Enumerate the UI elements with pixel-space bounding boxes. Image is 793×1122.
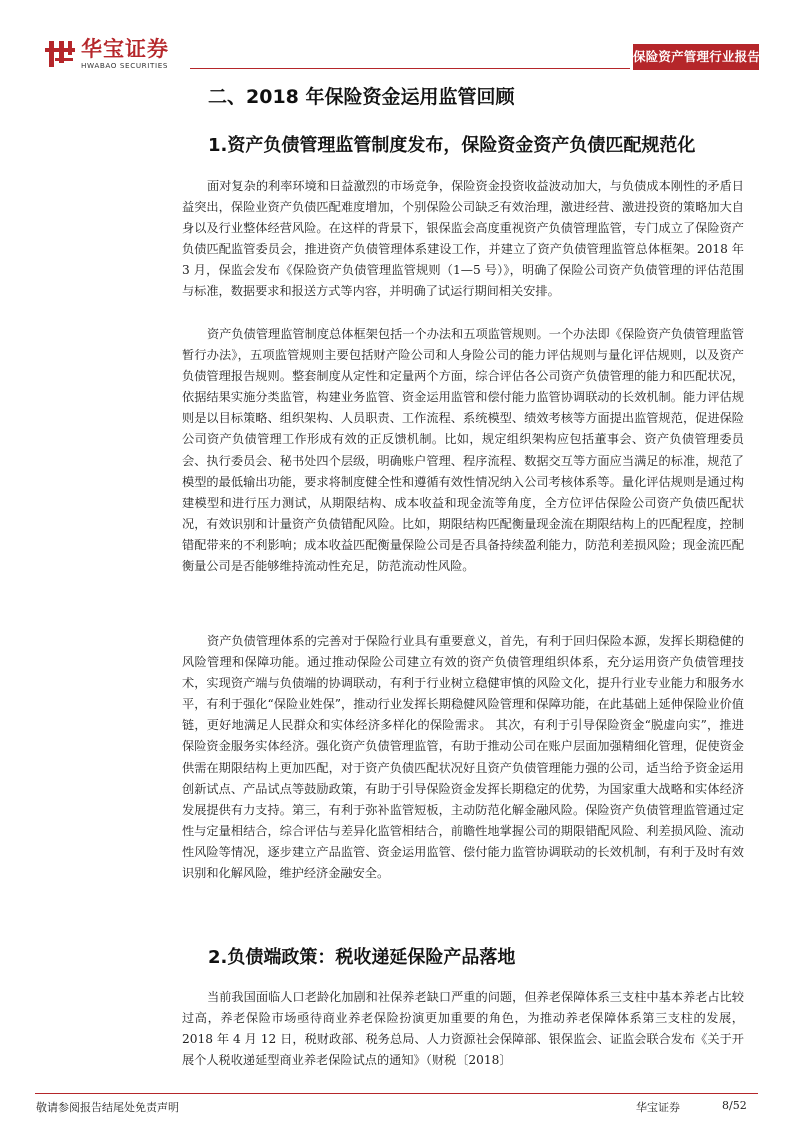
footer-divider <box>35 1093 758 1094</box>
subsection-2-title: 2.负债端政策：税收递延保险产品落地 <box>208 947 516 968</box>
logo-name: 华宝证券 <box>81 37 169 61</box>
paragraph: 当前我国面临人口老龄化加剧和社保养老缺口严重的问题，但养老保障体系三支柱中基本养老占比较过高，养老保险市场亟待商业养老保险扮演更加重要的角色，为推动养老保障体系第三支柱的发展，2018 年 4 月 12 日，税财政部、税务总局、人力资源社会保障部、银保监会、证监会联合发布《关于开展个人税收递延型商业养老保险试点的通知》（财税〔2018〕 <box>182 990 744 1068</box>
disclaimer-note: 敬请参阅报告结尾处免责声明 <box>36 1101 179 1114</box>
paragraph: 资产负债管理体系的完善对于保险行业具有重要意义，首先，有利于回归保险本源，发挥长期稳健的风险管理和保障功能。通过推动保险公司建立有效的资产负债管理组织体系，充分运用资产负债管理技术，实现资产端与负债端的协调联动，有利于行业树立稳健审慎的风险文化，提升行业专业能力和服务水平，有利于强化“保险业姓保”，推动行业发挥长期稳健风险管理和保障功能，在此基础上延伸保险业价值链，更好地满足人民群众和实体经济多样化的保险需求。 其次，有利于引导保险资金“脱虚向实”，推进保险资金服务实体经济。强化资产负债管理监管，有助于推动公司在账户层面加强精细化管理，促使资金供需在期限结构上更加匹配，对于资产负债匹配状况好且资产负债管理能力强的公司，适当给予资金运用创新试点、产品试点等鼓励政策，有助于引导保险资金发挥长期稳定的优势，为国家重大战略和实体经济发展提供有力支持。第三，有利于弥补监管短板，主动防范化解金融风险。保险资产负债管理监管通过定性与定量相结合，综合评估与差异化监管相结合，前瞻性地掌握公司的期限错配风险、利差损风险、流动性风险等情况，逐步建立产品监管、资金运用监管、偿付能力监管协调联动的长效机制，有利于及时有效识别和化解风险，维护经济金融安全。 <box>182 634 744 881</box>
logo-mark-icon <box>45 38 75 68</box>
subsection-1-title: 1.资产负债管理监管制度发布，保险资金资产负债匹配规范化 <box>208 135 696 156</box>
company-logo <box>45 38 215 72</box>
section-title: 二、2018 年保险资金运用监管回顾 <box>208 86 515 108</box>
page-header <box>0 0 793 80</box>
paragraph: 资产负债管理监管制度总体框架包括一个办法和五项监管规则。一个办法即《保险资产负债管理监管暂行办法》，五项监管规则主要包括财产险公司和人身险公司的能力评估规则与量化评估规则，以及资产负债管理报告规则。整套制度从定性和定量两个方面，综合评估各公司资产负债管理的能力和匹配状况，依据结果实施分类监管，构建业务监管、资金运用监管和偿付能力监管协调联动的长效机制。能力评估规则是以目标策略、组织架构、人员职责、工作流程、系统模型、绩效考核等方面提出监管规范，促进保险公司资产负债管理工作形成有效的正反馈机制。比如，规定组织架构应包括董事会、资产负债管理委员会、执行委员会、秘书处四个层级，明确账户管理、程序流程、数据交互等方面应当满足的标准，规范了模型的最低输出功能，要求将制度健全性和遵循有效性情况纳入公司考核体系等。量化评估规则是通过构建模型和进行压力测试，从期限结构、成本收益和现金流等角度，全方位评估保险公司资产负债匹配状况，有效识别和计量资产负债错配风险。比如，期限结构匹配衡量现金流在期限结构上的匹配程度，控制错配带来的不利影响；成本收益匹配衡量保险公司是否具备持续盈利能力，防范利差损风险；现金流匹配衡量公司是否能够维持流动性充足，防范流动性风险。 <box>182 327 744 574</box>
page-number: 8/52 <box>722 1099 747 1112</box>
logo-subtitle: HWABAO SECURITIES <box>81 61 169 70</box>
footer-brand: 华宝证券 <box>636 1101 680 1114</box>
paragraph: 面对复杂的利率环境和日益激烈的市场竞争，保险资金投资收益波动加大，与负债成本刚性的矛盾日益突出，保险业资产负债匹配难度增加，个别保险公司缺乏有效治理，激进经营、激进投资的策略加大自身以及行业整体经营风险。在这样的背景下，银保监会高度重视资产负债管理监管，专门成立了保险资产负债匹配监管委员会，推进资产负债管理体系建设工作，并建立了资产负债管理监管总体框架。2018 年 3 月，保监会发布《保险资产负债管理监管规则（1—5 号）》，明确了保险公司资产负债管理的评估范围与标准，数据要求和报送方式等内容，并明确了试运行期间相关安排。 <box>182 179 744 299</box>
report-category-tag: 保险资产管理行业报告 <box>633 44 759 70</box>
header-divider <box>190 68 630 69</box>
